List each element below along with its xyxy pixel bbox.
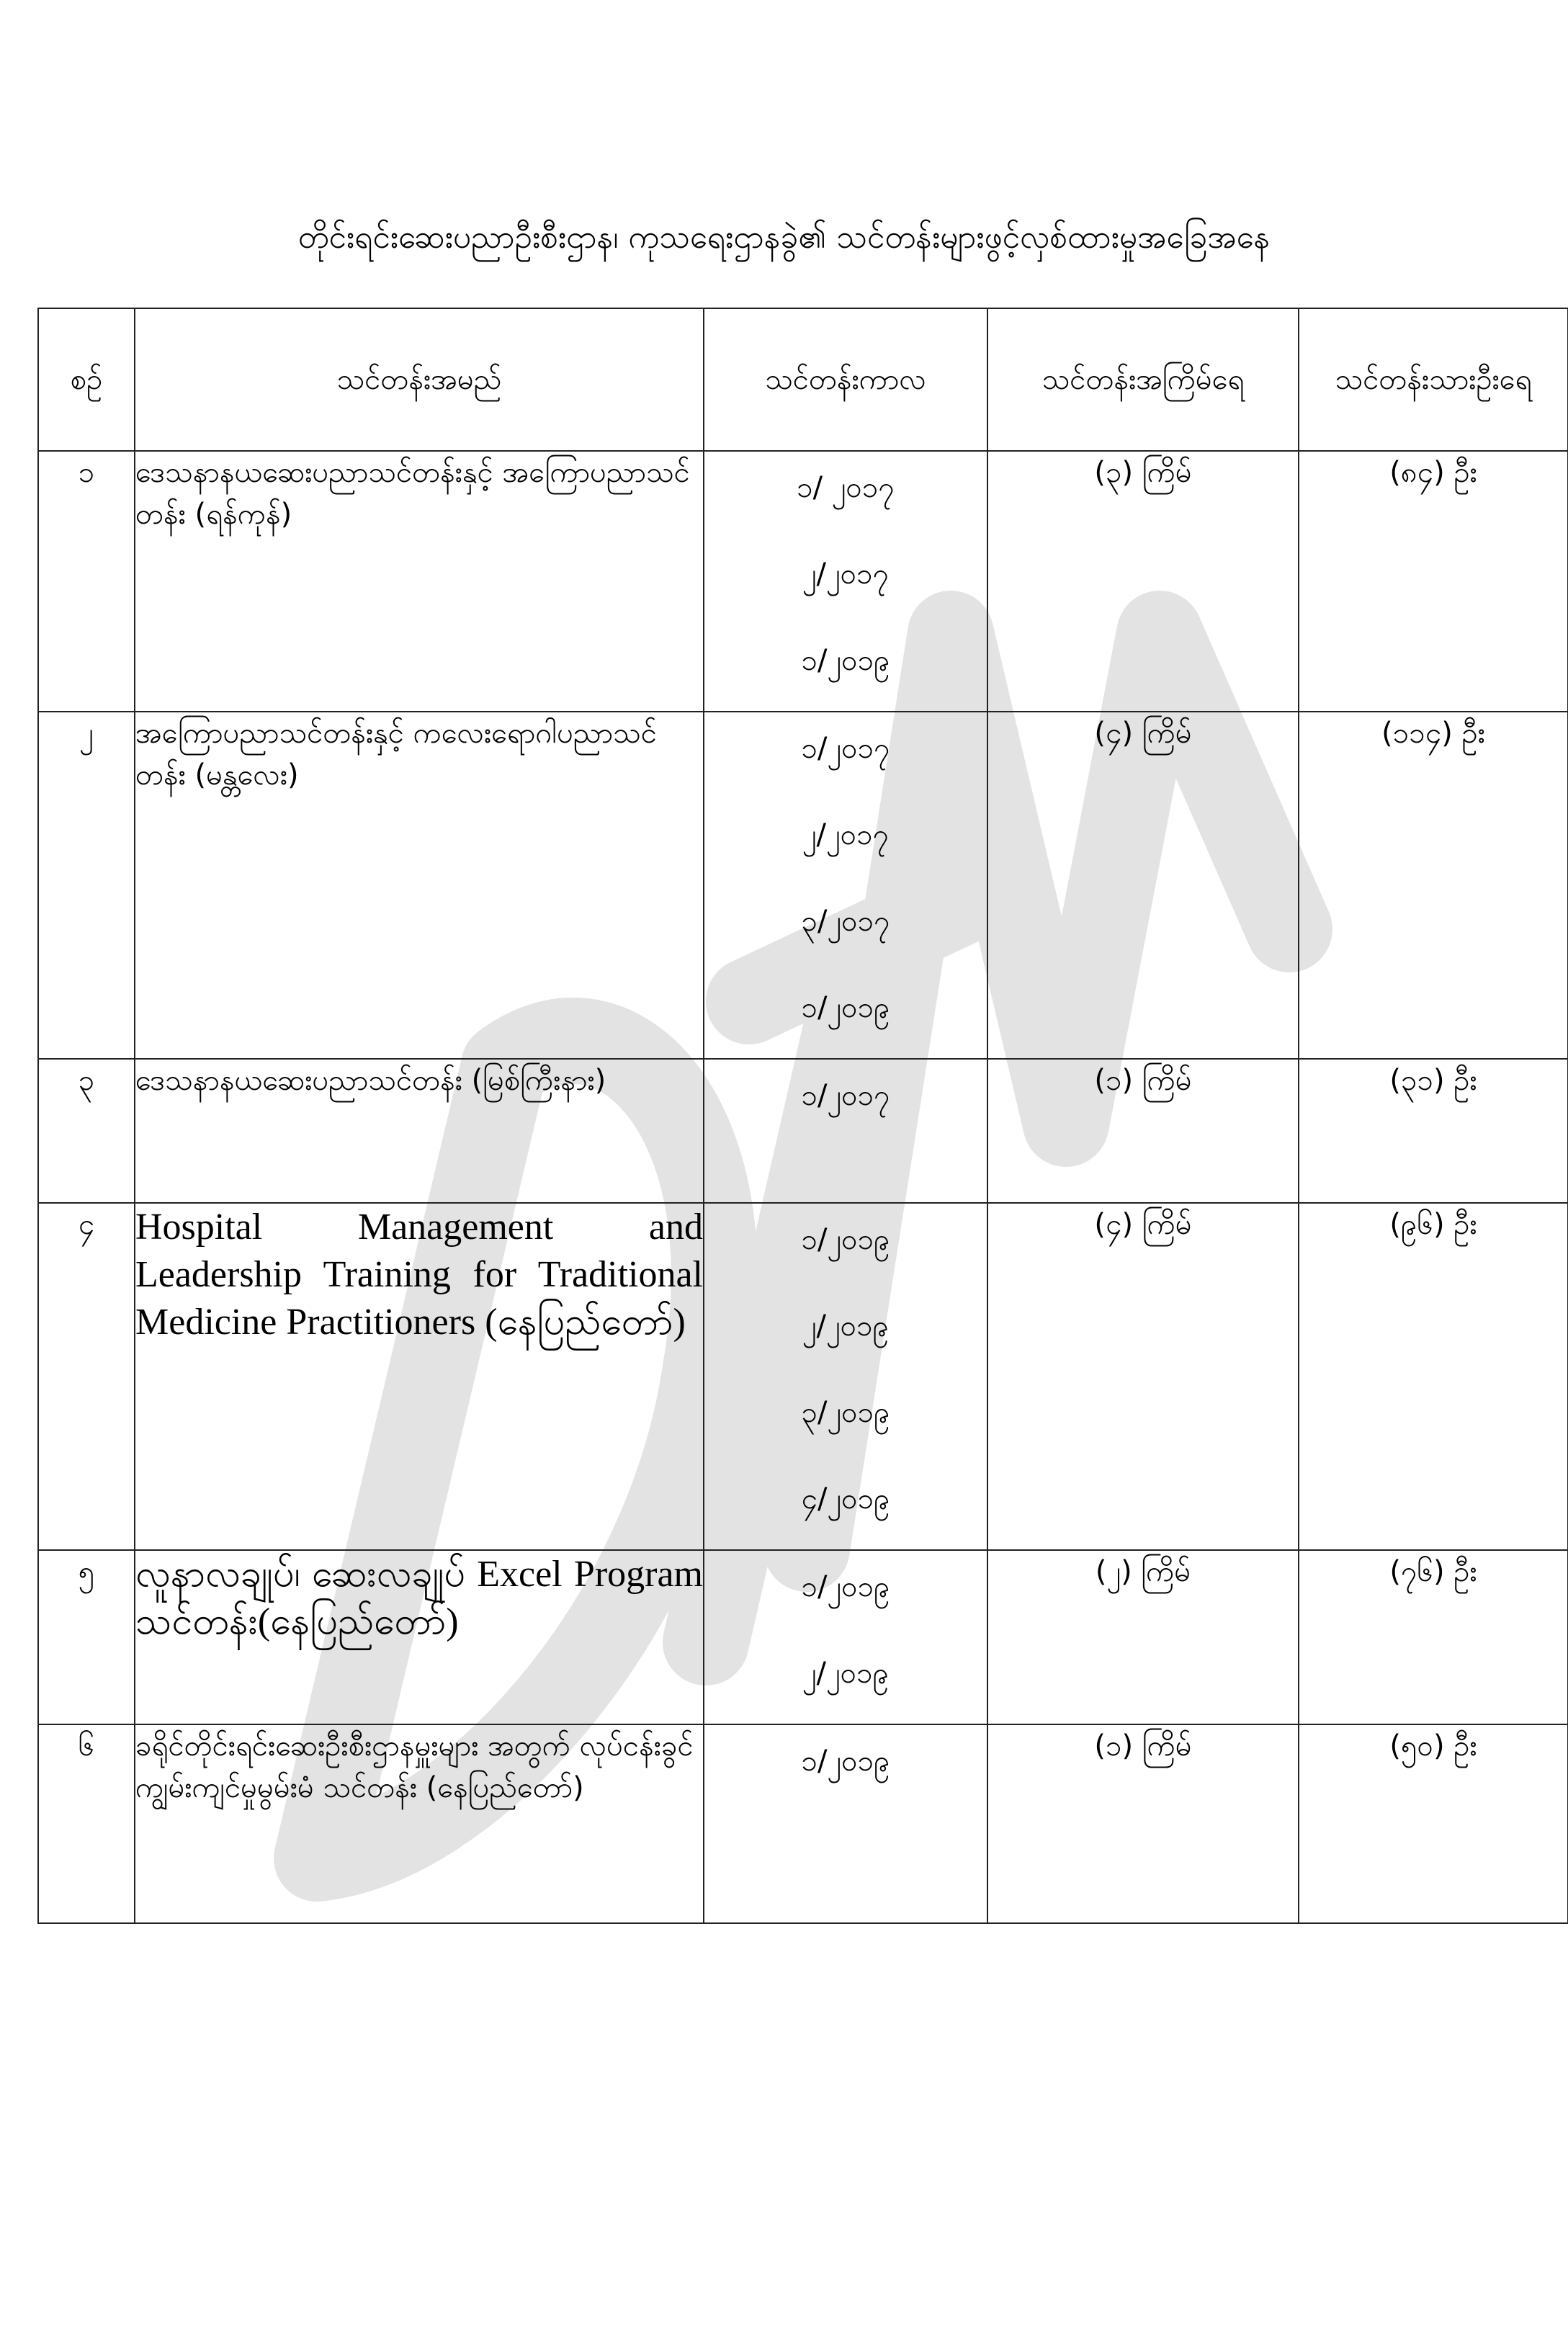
course-periods xyxy=(704,1203,987,1550)
table-row xyxy=(38,451,1568,712)
student-count: (၃၁) ဦး xyxy=(1299,1059,1568,1203)
student-count: (၉၆) ဦး xyxy=(1299,1203,1568,1550)
course-name: ဒေသနာနယဆေးပညာသင်တန်းနှင့် အကြောပညာသင်တန်း (ရန်ကုန်) xyxy=(135,451,704,712)
period-entry: ၁/၂၀၁၉ xyxy=(801,991,890,1024)
batch-count: (၃) ကြိမ် xyxy=(987,451,1299,712)
period-entry: ၂/၂၀၁၉ xyxy=(802,1310,890,1343)
period-entry: ၁/၂၀၁၉ xyxy=(801,644,890,677)
course-name: ခရိုင်တိုင်းရင်းဆေးဦးစီးဌာနမှူးများ အတွက် လုပ်ငန်းခွင်ကျွမ်းကျင်မှုမွမ်းမံ သင်တန်း (နေပြည်တော်) xyxy=(135,1724,704,1923)
period-entry: ၃/၂၀၁၉ xyxy=(801,1396,890,1429)
row-no: ၃ xyxy=(38,1059,135,1203)
course-name-text: Hospital Management and Leadership Training for Traditional Medicine Practitioners (နေပြည်တော်) xyxy=(135,1206,703,1343)
table-row xyxy=(38,1203,1568,1550)
period-entry: ၂/၂၀၁၇ xyxy=(802,558,890,591)
header-batches: သင်တန်းအကြိမ်ရေ xyxy=(987,308,1299,451)
header-period: သင်တန်းကာလ xyxy=(704,308,987,451)
table-row xyxy=(38,712,1568,1059)
course-name: အကြောပညာသင်တန်းနှင့် ကလေးရောဂါပညာသင်တန်း (မန္တလေး) xyxy=(135,712,704,1059)
course-periods xyxy=(704,1724,987,1923)
period-entry: ၁/၂၀၁၉ xyxy=(801,1745,890,1778)
row-no: ၂ xyxy=(38,712,135,1059)
row-no: ၆ xyxy=(38,1724,135,1923)
header-students: သင်တန်းသားဦးရေ xyxy=(1299,308,1568,451)
table-row xyxy=(38,1550,1568,1724)
batch-count: (၂) ကြိမ် xyxy=(987,1550,1299,1724)
course-periods xyxy=(704,712,987,1059)
period-entry: ၃/၂၀၁၇ xyxy=(801,905,890,938)
student-count: (၅၀) ဦး xyxy=(1299,1724,1568,1923)
period-entry: ၁/၂၀၁၉ xyxy=(801,1223,890,1256)
period-entry: ၁/၂၀၁၇ xyxy=(801,1079,890,1112)
batch-count: (၄) ကြိမ် xyxy=(987,712,1299,1059)
period-entry: ၂/၂၀၁၉ xyxy=(802,1657,890,1690)
courses-table xyxy=(37,308,1568,1924)
course-periods xyxy=(704,1550,987,1724)
table-row xyxy=(38,1724,1568,1923)
student-count: (၇၆) ဦး xyxy=(1299,1550,1568,1724)
period-entry: ၄/၂၀၁၉ xyxy=(801,1482,890,1516)
document-title: တိုင်းရင်းဆေးပညာဦးစီးဌာန၊ ကုသရေးဌာနခွဲ၏ သင်တန်းများဖွင့်လှစ်ထားမှုအခြေအနေ xyxy=(297,219,1271,256)
header-course-name: သင်တန်းအမည် xyxy=(135,308,704,451)
table-header-row xyxy=(38,308,1568,451)
course-name: ဒေသနာနယဆေးပညာသင်တန်း (မြစ်ကြီးနား) xyxy=(135,1059,704,1203)
course-name xyxy=(135,1203,704,1550)
header-no: စဉ် xyxy=(38,308,135,451)
course-periods xyxy=(704,1059,987,1203)
period-entry: ၂/၂၀၁၇ xyxy=(802,818,890,851)
course-name xyxy=(135,1550,704,1724)
batch-count: (၁) ကြိမ် xyxy=(987,1059,1299,1203)
period-entry: ၁/၂၀၁၇ xyxy=(801,732,890,765)
period-entry: ၁/ ၂၀၁၇ xyxy=(797,471,895,504)
student-count: (၈၄) ဦး xyxy=(1299,451,1568,712)
batch-count: (၄) ကြိမ် xyxy=(987,1203,1299,1550)
batch-count: (၁) ကြိမ် xyxy=(987,1724,1299,1923)
row-no: ၁ xyxy=(38,451,135,712)
row-no: ၅ xyxy=(38,1550,135,1724)
table-row xyxy=(38,1059,1568,1203)
row-no: ၄ xyxy=(38,1203,135,1550)
student-count: (၁၁၄) ဦး xyxy=(1299,712,1568,1059)
period-entry: ၁/၂၀၁၉ xyxy=(801,1570,890,1603)
course-periods xyxy=(704,451,987,712)
course-name-text: လူနာလချုပ်၊ ဆေးလချုပ် Excel Program သင်တန်း(နေပြည်တော်) xyxy=(135,1554,703,1642)
